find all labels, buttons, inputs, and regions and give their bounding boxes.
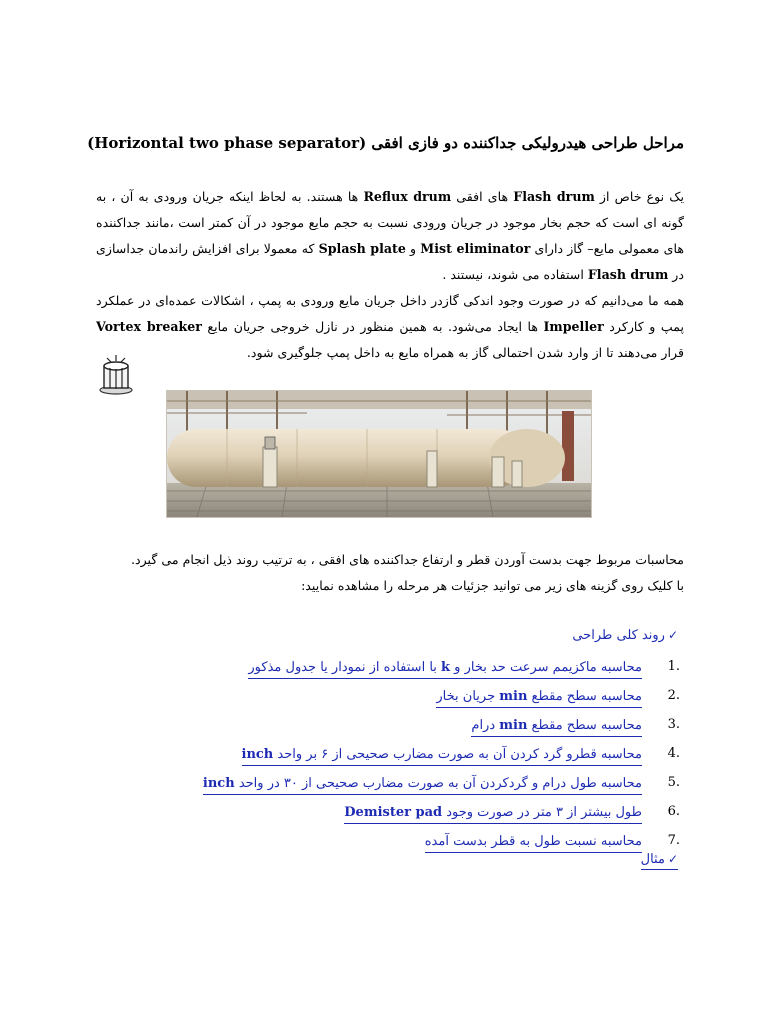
- intro-paragraph-2: [96, 288, 684, 366]
- step-link[interactable]: [344, 804, 642, 824]
- calculation-section: [96, 547, 684, 599]
- design-overview-link[interactable]: [572, 628, 678, 643]
- step-number: .3: [667, 717, 680, 732]
- step-link[interactable]: [242, 746, 643, 766]
- text-run: قرار می‌دهند تا از وارد شدن احتمالی گاز به همراه مایع به داخل پمپ جلوگیری شود.: [246, 345, 684, 360]
- step-link[interactable]: [436, 688, 642, 708]
- text-run: همه ما می‌دانیم که در صورت وجود اندکی گازدر داخل جریان مایع ورودی به پمپ ، اشکالات عمده‌ای در عملکرد پمپ و کارکرد: [96, 293, 685, 334]
- step-text: محاسبه سطح مقطع: [527, 689, 642, 704]
- term-flash-drum-2: Flash drum: [587, 267, 669, 282]
- step-text: محاسبه نسبت طول به قطر بدست آمده: [424, 834, 642, 849]
- example-label: مثال: [640, 852, 665, 867]
- step-item[interactable]: [160, 746, 680, 775]
- step-number: .4: [667, 746, 680, 761]
- step-term: inch: [202, 776, 235, 791]
- calc-line-1: محاسبات مربوط جهت بدست آوردن قطر و ارتفاع جداکننده های افقی ، به ترتیب روند ذیل انجام می گیرد.: [130, 552, 684, 567]
- step-term: min: [499, 689, 528, 704]
- calc-line-2: با کلیک روی گزینه های زیر می توانید جزئیات هر مرحله را مشاهده نمایید:: [301, 578, 684, 593]
- step-item[interactable]: [160, 717, 680, 746]
- step-number: .6: [667, 804, 680, 819]
- term-reflux-drum: Reflux drum: [363, 189, 452, 204]
- page-title: مراحل طراحی هیدرولیکی جداکننده دو فازی افقی (Horizontal two phase separator): [87, 134, 684, 152]
- text-run: و: [405, 241, 421, 256]
- step-item[interactable]: [160, 833, 680, 862]
- text-run: استفاده می شوند، نیستند .: [442, 267, 588, 282]
- check-icon: ✓: [667, 628, 678, 642]
- step-term: inch: [241, 747, 274, 762]
- step-term: Demister pad: [344, 805, 443, 820]
- step-item[interactable]: [160, 775, 680, 804]
- step-text: درام: [471, 718, 500, 733]
- design-overview-label: روند کلی طراحی: [572, 628, 665, 643]
- text-run: یک نوع خاص از: [594, 189, 685, 204]
- step-term: k: [441, 660, 451, 675]
- term-flash-drum: Flash drum: [513, 189, 595, 204]
- step-text: محاسبه سطح مقطع: [527, 718, 642, 733]
- steps-list: [160, 659, 680, 862]
- step-link[interactable]: [425, 833, 642, 853]
- step-item[interactable]: [160, 688, 680, 717]
- text-run: که معمولا برای افزایش راندمان جداسازی در: [96, 241, 684, 282]
- text-run: ها ایجاد می‌شود. به همین منظور در نازل خروجی جریان مایع: [201, 319, 544, 334]
- step-text: طول بیشتر از ۳ متر در صورت وجود: [442, 805, 642, 820]
- check-icon: ✓: [667, 852, 678, 866]
- separator-photo: [166, 390, 592, 518]
- step-text: محاسبه طول درام و گردکردن آن به صورت مضارب صحیحی از ۳۰ در واحد: [234, 776, 642, 791]
- step-text: محاسبه ماکزیمم سرعت حد بخار و: [450, 660, 642, 675]
- term-vortex-breaker: Vortex breaker: [96, 319, 202, 334]
- example-link[interactable]: [641, 852, 678, 870]
- step-term: min: [499, 718, 528, 733]
- step-text: محاسبه قطرو گرد کردن آن به صورت مضارب صحیحی از ۶ بر واحد: [273, 747, 642, 762]
- step-link[interactable]: [471, 717, 642, 737]
- step-number: .1: [667, 659, 680, 674]
- intro-paragraph-1: [96, 184, 684, 288]
- step-number: .5: [667, 775, 680, 790]
- term-splash-plate: Splash plate: [318, 241, 406, 256]
- term-impeller: Impeller: [543, 319, 604, 334]
- text-run: های افقی: [451, 189, 514, 204]
- step-text: با استفاده از نمودار یا جدول مذکور: [248, 660, 442, 675]
- step-number: .7: [667, 833, 680, 848]
- step-text: جریان بخار: [436, 689, 500, 704]
- vortex-breaker-icon[interactable]: [96, 352, 136, 396]
- step-number: .2: [667, 688, 680, 703]
- intro-section: [96, 184, 684, 366]
- step-link[interactable]: [248, 659, 642, 679]
- term-mist-eliminator: Mist eliminator: [420, 241, 531, 256]
- step-item[interactable]: [160, 804, 680, 833]
- step-link[interactable]: [203, 775, 642, 795]
- step-item[interactable]: [160, 659, 680, 688]
- text-run: ها هستند. به لحاظ اینکه جریان ورودی به آن ، به گونه ای است که حجم بخار موجود در جریان ورودی نسبت به حجم مایع موجود در آن کمتر است ،مانند جداکننده های معمولی مایع– گاز دارای: [96, 189, 685, 256]
